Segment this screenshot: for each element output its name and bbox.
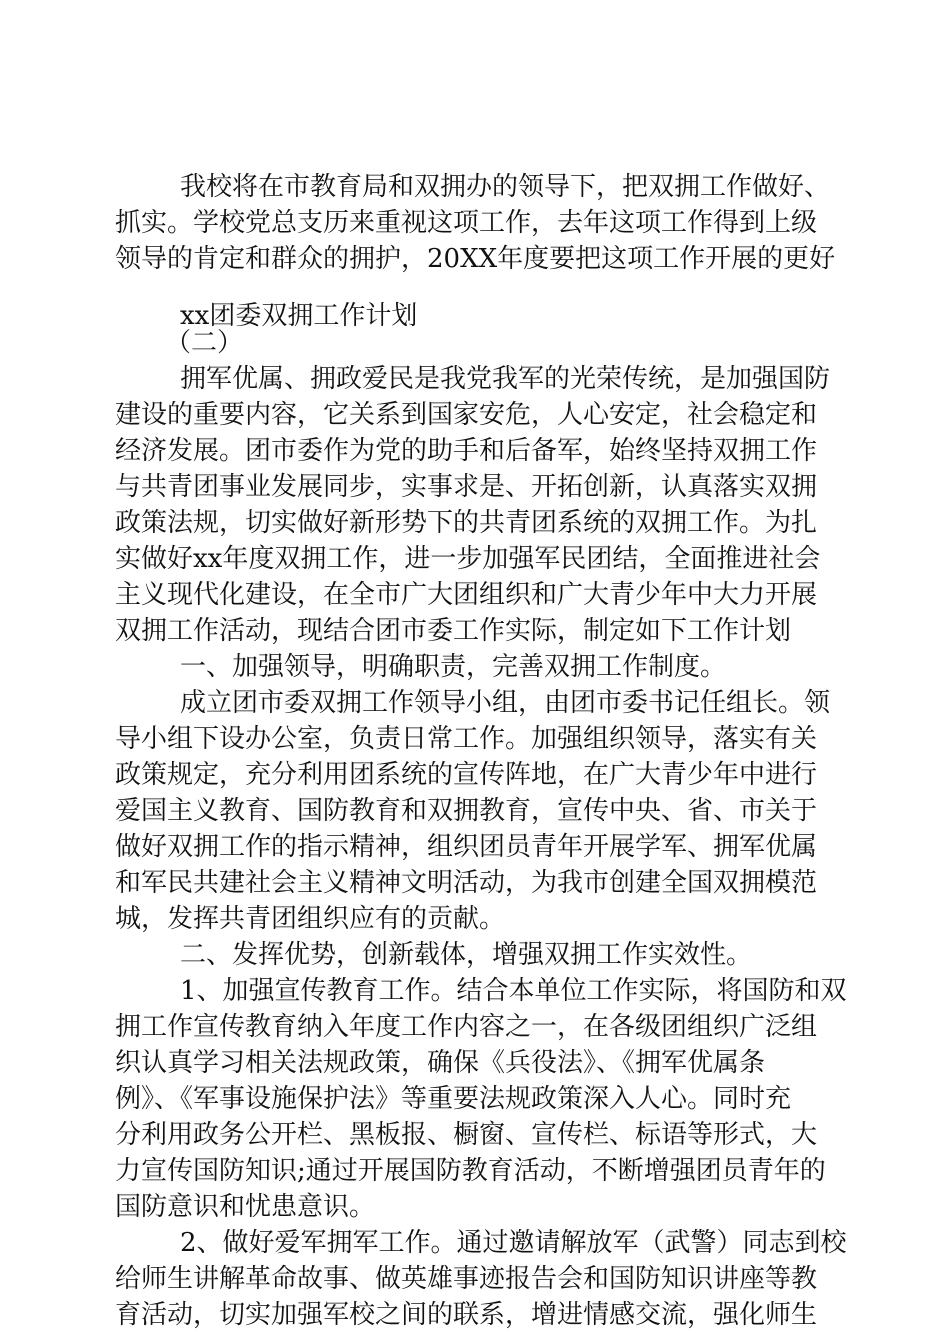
body-line: 双拥工作活动，现结合团市委工作实际，制定如下工作计划 xyxy=(115,616,792,646)
body-line: 织认真学习相关法规政策，确保《兵役法》、《拥军优属条 xyxy=(115,1048,766,1078)
body-line: 主义现代化建设，在全市广大团组织和广大青少年中大力开展 xyxy=(115,580,818,610)
body-line: 和军民共建社会主义精神文明活动，为我市创建全国双拥模范 xyxy=(115,868,818,898)
body-line: 城，发挥共青团组织应有的贡献。 xyxy=(115,904,506,934)
body-line: 力宣传国防知识;通过开展国防教育活动，不断增强团员青年的 xyxy=(115,1156,826,1186)
intro-line: 我校将在市教育局和双拥办的领导下，把双拥工作做好、 xyxy=(180,172,831,202)
body-line: 分利用政务公开栏、黑板报、橱窗、宣传栏、标语等形式，大 xyxy=(115,1120,818,1150)
intro-line: 抓实。学校党总支历来重视这项工作，去年这项工作得到上级 xyxy=(115,208,818,238)
body-line: 拥工作宣传教育纳入年度工作内容之一，在各级团组织广泛组 xyxy=(115,1012,818,1042)
body-line: 例》、《军事设施保护法》等重要法规政策深入人心。同时充 xyxy=(115,1084,792,1114)
body-line: 政策法规，切实做好新形势下的共青团系统的双拥工作。为扎 xyxy=(115,508,818,538)
body-line: 爱国主义教育、国防教育和双拥教育，宣传中央、省、市关于 xyxy=(115,796,818,826)
body-line: 导小组下设办公室，负责日常工作。加强组织领导，落实有关 xyxy=(115,724,818,754)
body-line: 育活动，切实加强军校之间的联系，增进情感交流，强化师生 xyxy=(115,1300,818,1330)
section-heading: 一、加强领导，明确职责，完善双拥工作制度。 xyxy=(180,652,727,682)
body-line: 拥军优属、拥政爱民是我党我军的光荣传统，是加强国防 xyxy=(180,364,831,394)
body-line: 2、做好爱军拥军工作。通过邀请解放军（武警）同志到校 xyxy=(180,1228,847,1258)
body-line: 经济发展。团市委作为党的助手和后备军，始终坚持双拥工作 xyxy=(115,436,818,466)
document-title: xx团委双拥工作计划 xyxy=(180,301,418,331)
body-line: 给师生讲解革命故事、做英雄事迹报告会和国防知识讲座等教 xyxy=(115,1264,818,1294)
body-line: 成立团市委双拥工作领导小组，由团市委书记任组长。领 xyxy=(180,688,831,718)
body-line: 与共青团事业发展同步，实事求是、开拓创新，认真落实双拥 xyxy=(115,472,818,502)
section-heading: 二、发挥优势，创新载体，增强双拥工作实效性。 xyxy=(180,940,753,970)
document-subtitle: （二） xyxy=(165,328,244,358)
body-line: 做好双拥工作的指示精神，组织团员青年开展学军、拥军优属 xyxy=(115,832,818,862)
body-line: 国防意识和忧患意识。 xyxy=(115,1192,376,1222)
body-line: 政策规定，充分利用团系统的宣传阵地，在广大青少年中进行 xyxy=(115,760,818,790)
body-line: 实做好xx年度双拥工作，进一步加强军民团结，全面推进社会 xyxy=(115,544,821,574)
intro-line: 领导的肯定和群众的拥护，20XX年度要把这项工作开展的更好 xyxy=(115,244,836,274)
body-line: 建设的重要内容，它关系到国家安危，人心安定，社会稳定和 xyxy=(115,400,818,430)
body-line: 1、加强宣传教育工作。结合本单位工作实际，将国防和双 xyxy=(180,976,847,1006)
